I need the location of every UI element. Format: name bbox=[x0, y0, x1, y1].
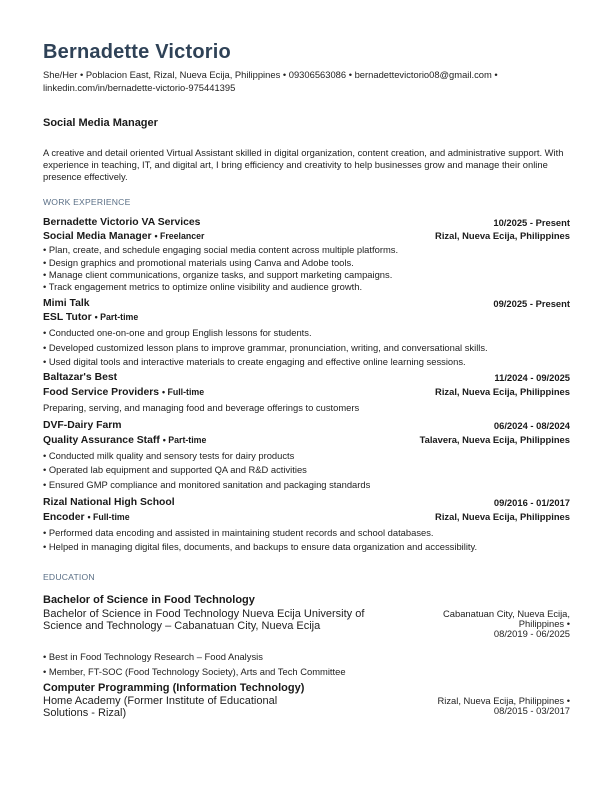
list-item: • Operated lab equipment and supported QA and R&D activities bbox=[43, 464, 570, 476]
job-role bbox=[43, 310, 138, 325]
degree-title: Computer Programming (Information Technology) bbox=[43, 682, 305, 695]
job-dates: 06/2024 - 08/2024 bbox=[493, 420, 570, 432]
education-entry bbox=[43, 681, 570, 719]
education-bullets bbox=[43, 651, 570, 678]
job-role-title: Quality Assurance Staff bbox=[43, 434, 160, 446]
job-bullets bbox=[43, 244, 570, 294]
list-item: • Developed customized lesson plans to improve grammar, pronunciation, writing, and conversational skills. bbox=[43, 342, 570, 354]
job-type: • Part-time bbox=[94, 312, 139, 323]
education-section-title: EDUCATION bbox=[43, 572, 95, 583]
list-item: • Design graphics and promotional materials using Canva and Adobe tools. bbox=[43, 257, 570, 269]
headline: Social Media Manager bbox=[43, 117, 158, 129]
list-item: • Best in Food Technology Research – Food Analysis bbox=[43, 651, 570, 663]
job-entry bbox=[43, 419, 570, 491]
education-entry bbox=[43, 593, 570, 678]
candidate-name: Bernadette Victorio bbox=[43, 41, 231, 63]
education-meta bbox=[370, 696, 570, 716]
list-item: • Helped in managing digital files, documents, and backups to ensure data organization and accessibility. bbox=[43, 541, 570, 553]
summary: A creative and detail oriented Virtual Assistant skilled in digital organization, content creation, and administrative support. With experience in teaching, IT, and digital art, I bring efficiency and creativity to help businesses grow and manage their online presence effectively. bbox=[43, 147, 564, 183]
job-entry bbox=[43, 496, 570, 553]
job-entry bbox=[43, 216, 570, 294]
job-dates: 11/2024 - 09/2025 bbox=[494, 372, 570, 384]
institution: Home Academy (Former Institute of Educational Solutions - Rizal) bbox=[43, 695, 278, 719]
job-role-title: Social Media Manager bbox=[43, 231, 152, 243]
job-type: • Part-time bbox=[162, 434, 207, 445]
resume-page bbox=[43, 40, 570, 719]
job-role bbox=[43, 510, 130, 525]
job-location: Rizal, Nueva Ecija, Philippines bbox=[435, 385, 570, 397]
job-bullets bbox=[43, 450, 570, 491]
work-section-title: WORK EXPERIENCE bbox=[43, 196, 131, 207]
contact-info bbox=[43, 69, 570, 94]
job-type: • Full-time bbox=[161, 386, 205, 397]
job-org: Rizal National High School bbox=[43, 497, 175, 509]
job-role-title: ESL Tutor bbox=[43, 312, 92, 324]
linkedin-link[interactable]: linkedin.com/in/bernadette-victorio-975441395 bbox=[43, 81, 236, 93]
education-dates: 08/2015 - 03/2017 bbox=[493, 705, 570, 717]
job-location: Rizal, Nueva Ecija, Philippines bbox=[435, 510, 570, 522]
job-description: Preparing, serving, and managing food and beverage offerings to customers bbox=[43, 401, 360, 413]
job-dates: 09/2016 - 01/2017 bbox=[493, 497, 570, 509]
list-item: • Track engagement metrics to optimize online visibility and audience growth. bbox=[43, 281, 570, 293]
job-org: Baltazar's Best bbox=[43, 372, 118, 384]
job-role bbox=[43, 385, 204, 400]
education-dates: 08/2019 - 06/2025 bbox=[493, 628, 570, 640]
list-item: • Performed data encoding and assisted in maintaining student records and school databases. bbox=[43, 527, 570, 539]
list-item: • Used digital tools and interactive materials to create engaging and effective online learning sessions. bbox=[43, 356, 570, 368]
job-bullets bbox=[43, 527, 570, 554]
job-role-title: Encoder bbox=[43, 511, 85, 523]
contact-line: She/Her • Poblacion East, Rizal, Nueva Ecija, Philippines • 09306563086 • bernadettevictorio08@gmail.com • bbox=[43, 69, 498, 80]
job-entry bbox=[43, 297, 570, 369]
job-role-title: Food Service Providers bbox=[43, 386, 160, 398]
job-bullets bbox=[43, 327, 570, 368]
job-type: • Freelancer bbox=[154, 231, 205, 242]
job-location: Rizal, Nueva Ecija, Philippines bbox=[435, 230, 570, 242]
list-item: • Manage client communications, organize tasks, and support marketing campaigns. bbox=[43, 269, 570, 281]
list-item: • Plan, create, and schedule engaging social media content across multiple platforms. bbox=[43, 244, 570, 256]
job-dates: 09/2025 - Present bbox=[493, 297, 570, 309]
education-meta bbox=[410, 609, 570, 639]
job-entry bbox=[43, 371, 570, 414]
job-location: Talavera, Nueva Ecija, Philippines bbox=[419, 433, 570, 445]
list-item: • Conducted one-on-one and group English lessons for students. bbox=[43, 327, 570, 339]
institution: Bachelor of Science in Food Technology Nueva Ecija University of Science and Technology – Cabanatuan City, Nueva Ecija bbox=[43, 608, 365, 632]
job-role bbox=[43, 433, 206, 448]
list-item: • Conducted milk quality and sensory tests for dairy products bbox=[43, 450, 570, 462]
job-org: Bernadette Victorio VA Services bbox=[43, 216, 201, 228]
job-type: • Full-time bbox=[87, 511, 130, 522]
job-role bbox=[43, 229, 204, 244]
job-org: DVF-Dairy Farm bbox=[43, 420, 122, 432]
education-location: Rizal, Nueva Ecija, Philippines • bbox=[437, 695, 570, 707]
job-dates: 10/2025 - Present bbox=[493, 216, 570, 228]
degree-title: Bachelor of Science in Food Technology bbox=[43, 594, 255, 607]
job-org: Mimi Talk bbox=[43, 297, 90, 309]
education-location: Cabanatuan City, Nueva Ecija, Philippines • bbox=[443, 608, 570, 630]
list-item: • Ensured GMP compliance and monitored sanitation and packaging standards bbox=[43, 479, 570, 491]
list-item: • Member, FT-SOC (Food Technology Society), Arts and Tech Committee bbox=[43, 666, 570, 678]
